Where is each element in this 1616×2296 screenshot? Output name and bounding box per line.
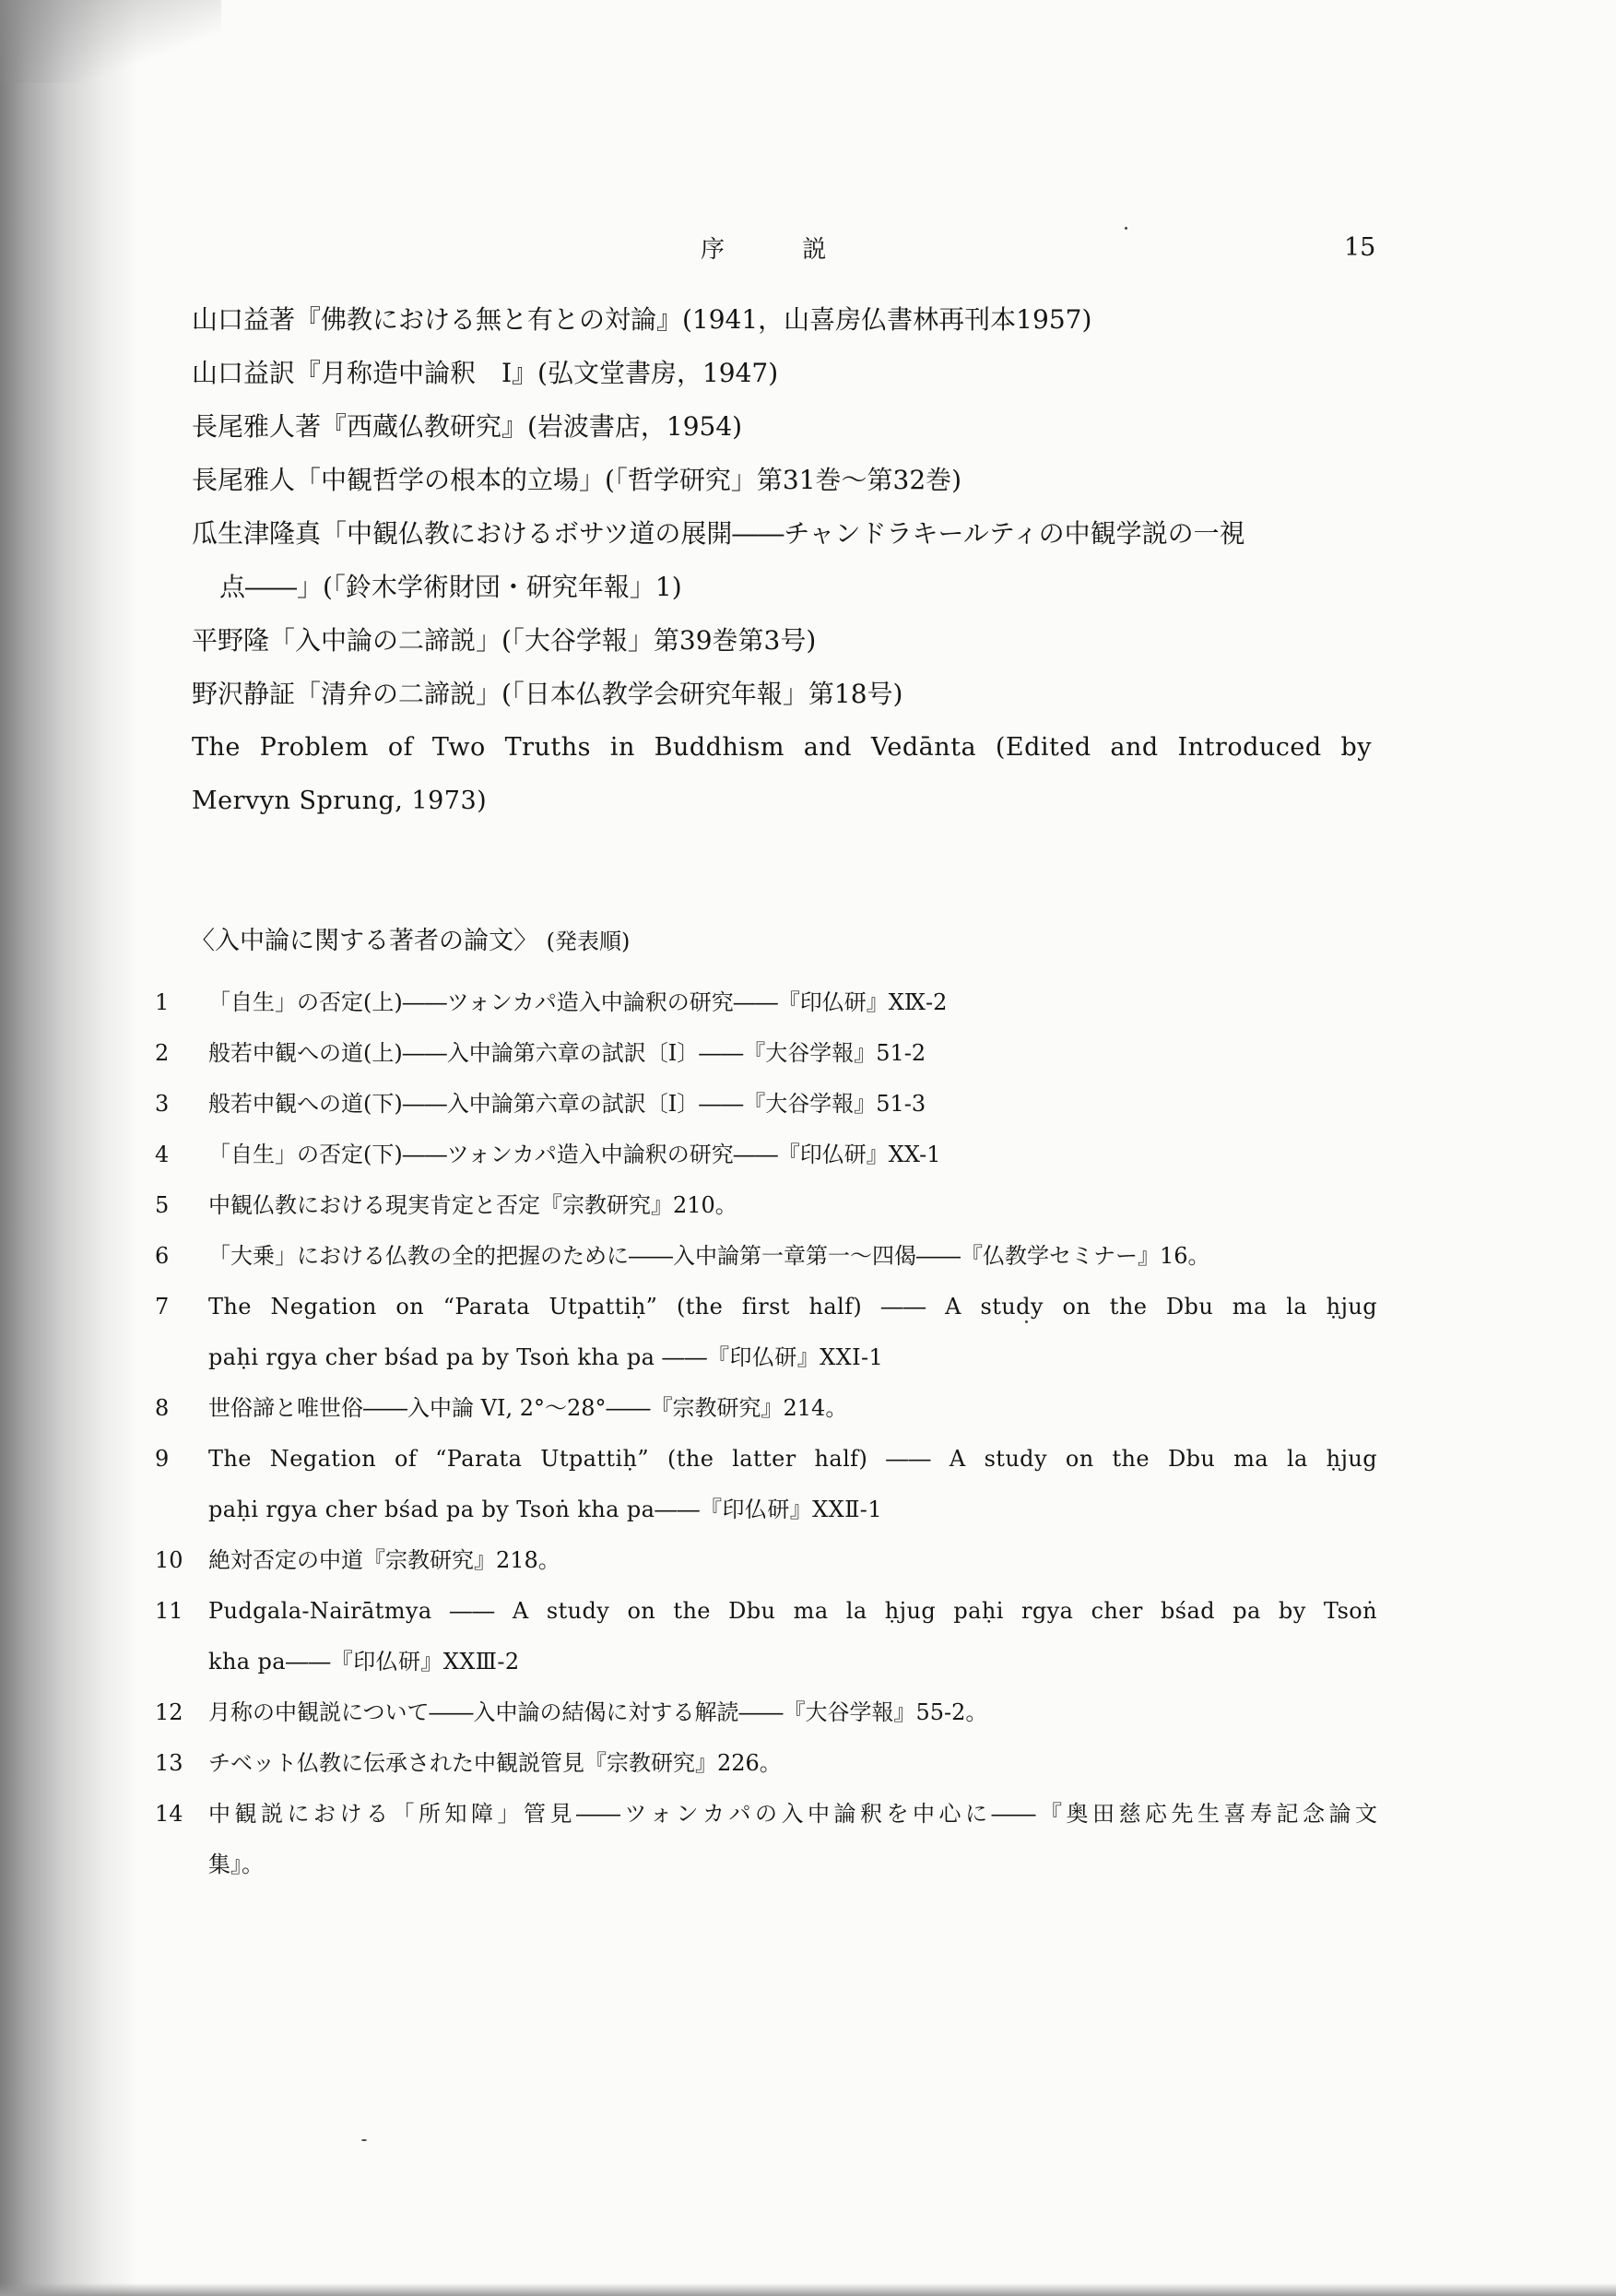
list-item: [155, 1028, 1381, 1079]
bibliography-entry: 長尾雅人「中観哲学の根本的立場」(「哲学研究」第31巻～第32巻): [192, 465, 962, 495]
scan-speck: [1125, 227, 1127, 230]
list-item: [155, 1282, 1381, 1383]
item-text: 月称の中観説について――入中論の結偈に対する解読――『大谷学報』55-2。: [208, 1699, 988, 1725]
bibliography-entry: 山口益著『佛教における無と有との対論』(1941，山喜房仏書林再刊本1957): [192, 304, 1092, 335]
item-text-continuation: 集』。: [208, 1852, 264, 1877]
item-text: 「大乗」における仏教の全的把握のために――入中論第一章第一～四偈――『仏教学セミナー』16。: [208, 1243, 1210, 1269]
item-number: 1: [155, 989, 170, 1015]
item-text-continuation: paḥi rgya cher bśad pa by Tsoṅ kha pa ――『印仏研』XXI-1: [208, 1344, 884, 1370]
list-item: [155, 1130, 1381, 1180]
section-heading: [190, 920, 630, 956]
list-item: [155, 1231, 1381, 1282]
item-text: The Negation of “Parata Utpattiḥ” (the latter half) ―― A study on the Dbu ma la ḥjug: [208, 1446, 1377, 1472]
item-text: 般若中観への道(下)――入中論第六章の試訳〔I〕――『大谷学報』51-3: [208, 1091, 926, 1117]
item-number: 10: [155, 1547, 183, 1573]
item-text: 中観説における「所知障」管見――ツォンカパの入中論釈を中心に――『奥田慈応先生喜寿記念論文: [208, 1801, 1377, 1827]
list-item: [155, 1738, 1381, 1789]
item-text-continuation: kha pa――『印仏研』XXⅢ-2: [208, 1649, 520, 1675]
item-number: 13: [155, 1750, 183, 1776]
item-text: 世俗諦と唯世俗――入中論 VI, 2°～28°――『宗教研究』214。: [208, 1395, 848, 1421]
item-number: 4: [155, 1142, 170, 1167]
item-number: 7: [155, 1294, 170, 1320]
item-number: 2: [155, 1040, 170, 1066]
scan-edge-shadow: [0, 0, 138, 2296]
list-item: [155, 1180, 1381, 1231]
list-item: [155, 1434, 1381, 1535]
bibliography-entry: 瓜生津隆真「中観仏教におけるボサツ道の展開――チャンドラキールティの中観学説の一視: [192, 518, 1245, 549]
item-text-continuation: paḥi rgya cher bśad pa by Tsoṅ kha pa――『印仏研』XXⅡ-1: [208, 1497, 882, 1522]
item-text: チベット仏教に伝承された中観説管見『宗教研究』226。: [208, 1750, 782, 1776]
item-text: 中観仏教における現実肯定と否定『宗教研究』210。: [208, 1192, 737, 1218]
item-text: 般若中観への道(上)――入中論第六章の試訳〔I〕――『大谷学報』51-2: [208, 1040, 926, 1066]
item-text: 絶対否定の中道『宗教研究』218。: [208, 1547, 560, 1573]
item-text: 「自生」の否定(下)――ツォンカパ造入中論釈の研究――『印仏研』XX-1: [208, 1142, 941, 1167]
scan-speck: [361, 2139, 367, 2141]
scan-corner-shadow: [0, 0, 221, 83]
list-item: [155, 1535, 1381, 1586]
item-number: 9: [155, 1446, 170, 1472]
list-item: [155, 1586, 1381, 1687]
list-item: [155, 977, 1381, 1028]
bibliography: [192, 293, 1381, 828]
item-text: 「自生」の否定(上)――ツォンカパ造入中論釈の研究――『印仏研』XⅨ-2: [208, 989, 948, 1015]
works-list: [155, 977, 1381, 1890]
page-number: 15: [1344, 233, 1376, 262]
item-number: 8: [155, 1395, 170, 1421]
bibliography-entry: 平野隆「入中論の二諦説」(「大谷学報」第39巻第3号): [192, 625, 817, 656]
item-number: 3: [155, 1091, 170, 1117]
bibliography-entry: 山口益訳『月称造中論釈 I』(弘文堂書房，1947): [192, 358, 779, 388]
item-number: 11: [155, 1598, 183, 1624]
item-number: 14: [155, 1801, 183, 1827]
item-text: Pudgala-Nairātmya ―― A study on the Dbu ma la ḥjug paḥi rgya cher bśad pa by Tsoṅ: [208, 1598, 1377, 1624]
section-heading-order-note: (発表順): [546, 929, 631, 954]
bibliography-entry-continuation: Mervyn Sprung, 1973): [192, 787, 488, 815]
list-item: [155, 1687, 1381, 1738]
item-text: The Negation on “Parata Utpattiḥ” (the first half) ―― A study on the Dbu ma la ḥjug: [208, 1294, 1377, 1320]
item-number: 6: [155, 1243, 170, 1269]
scan-bottom-edge: [0, 2283, 1616, 2296]
section-heading-title: 〈入中論に関する著者の論文〉: [190, 927, 538, 955]
item-number: 5: [155, 1192, 170, 1218]
list-item: [155, 1383, 1381, 1434]
bibliography-entry: 長尾雅人著『西蔵仏教研究』(岩波書店，1954): [192, 411, 743, 442]
bibliography-entry: The Problem of Two Truths in Buddhism and Vedānta (Edited and Introduced by: [192, 733, 1372, 762]
list-item: [155, 1079, 1381, 1130]
item-number: 12: [155, 1699, 183, 1725]
list-item: [155, 1789, 1381, 1890]
running-title: 序 説: [701, 236, 862, 264]
bibliography-entry: 野沢静証「清弁の二諦説」(「日本仏教学会研究年報」第18号): [192, 679, 903, 709]
bibliography-entry-continuation: 点――」(「鈴木学術財団・研究年報」1): [219, 572, 682, 602]
